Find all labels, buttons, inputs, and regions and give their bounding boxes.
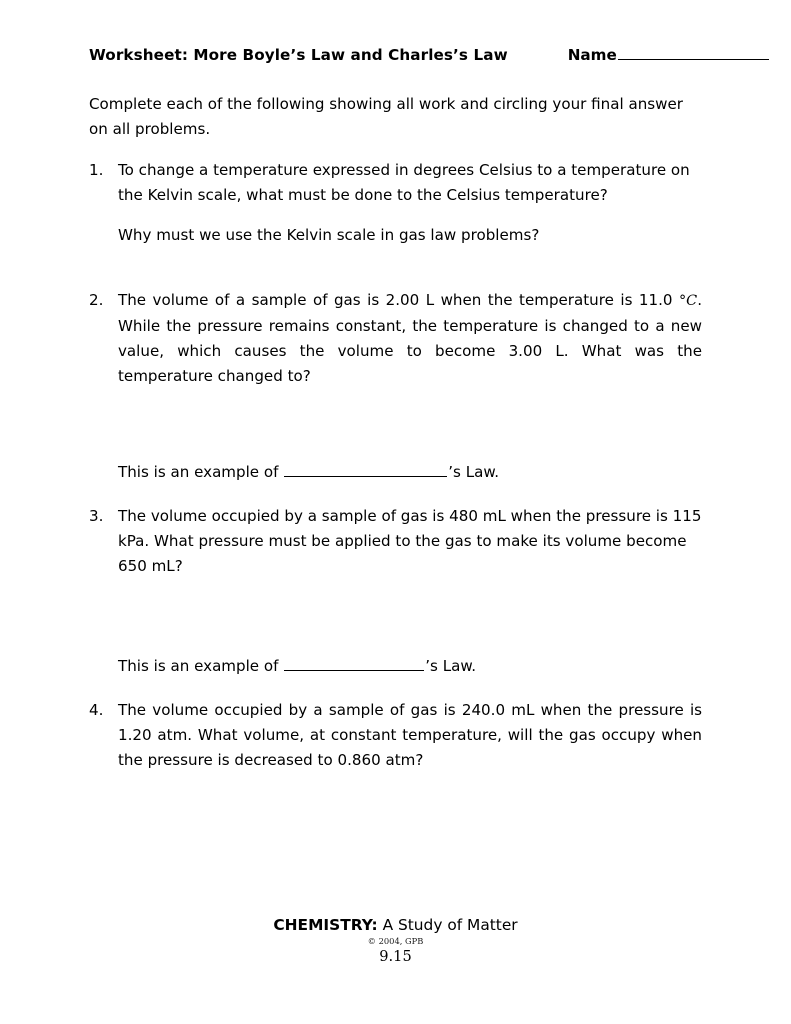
degree-celsius-symbol: °C [678,293,698,309]
page-title: Worksheet: More Boyle’s Law and Charles’s Law [89,46,508,65]
example-law-prefix-2: This is an example of [118,657,284,675]
name-field-group [568,45,769,64]
footer-copyright: © 2004, GPB [367,936,424,946]
question-1-followup: Why must we use the Kelvin scale in gas law problems? [118,226,540,244]
example-law-suffix-2: ’s Law. [425,657,477,675]
instructions-paragraph: Complete each of the following showing all work and circling your final answer on all problems. [89,95,683,138]
question-2 [89,288,702,389]
name-input-blank[interactable] [618,45,769,60]
question-4 [89,698,702,773]
footer-book-title [0,915,791,935]
question-1-text: To change a temperature expressed in degrees Celsius to a temperature on the Kelvin scale, what must be done to the Celsius temperature? [118,161,690,204]
example-law-prefix-1: This is an example of [118,463,284,481]
question-2-text [118,288,702,389]
question-4-text: The volume occupied by a sample of gas is 240.0 mL when the pressure is 1.20 atm. What volume, at constant temperature, will the gas occupy when the pressure is decreased to 0.860 atm? [118,701,702,769]
footer-book-title-bold: CHEMISTRY: [273,916,378,934]
question-3 [89,504,702,579]
question-3-number: 3. [89,507,104,525]
example-law-line-2 [118,654,476,679]
footer-page-number: 9.15 [379,948,412,965]
question-1-number: 1. [89,161,104,179]
question-2-text-part1: The volume of a sample of gas is 2.00 L when the temperature is 11.0 [118,291,679,309]
question-2-text-part2: . While the pressure remains constant, the temperature is changed to a new value, which causes the volume to become 3.00 L. What was the temperature changed to? [118,291,702,385]
question-3-text: The volume occupied by a sample of gas is 480 mL when the pressure is 115 kPa. What pressure must be applied to the gas to make its volume become 650 mL? [118,507,702,575]
law-blank-1[interactable] [284,463,447,477]
page-header [89,45,701,64]
question-1 [89,158,702,208]
footer-book-title-rest: A Study of Matter [377,916,518,934]
example-law-line-1 [118,460,499,485]
question-2-number: 2. [89,291,104,309]
name-label: Name [567,46,617,65]
question-4-number: 4. [89,701,104,719]
example-law-suffix-1: ’s Law. [448,463,500,481]
page-footer [0,915,791,966]
law-blank-2[interactable] [284,657,424,671]
